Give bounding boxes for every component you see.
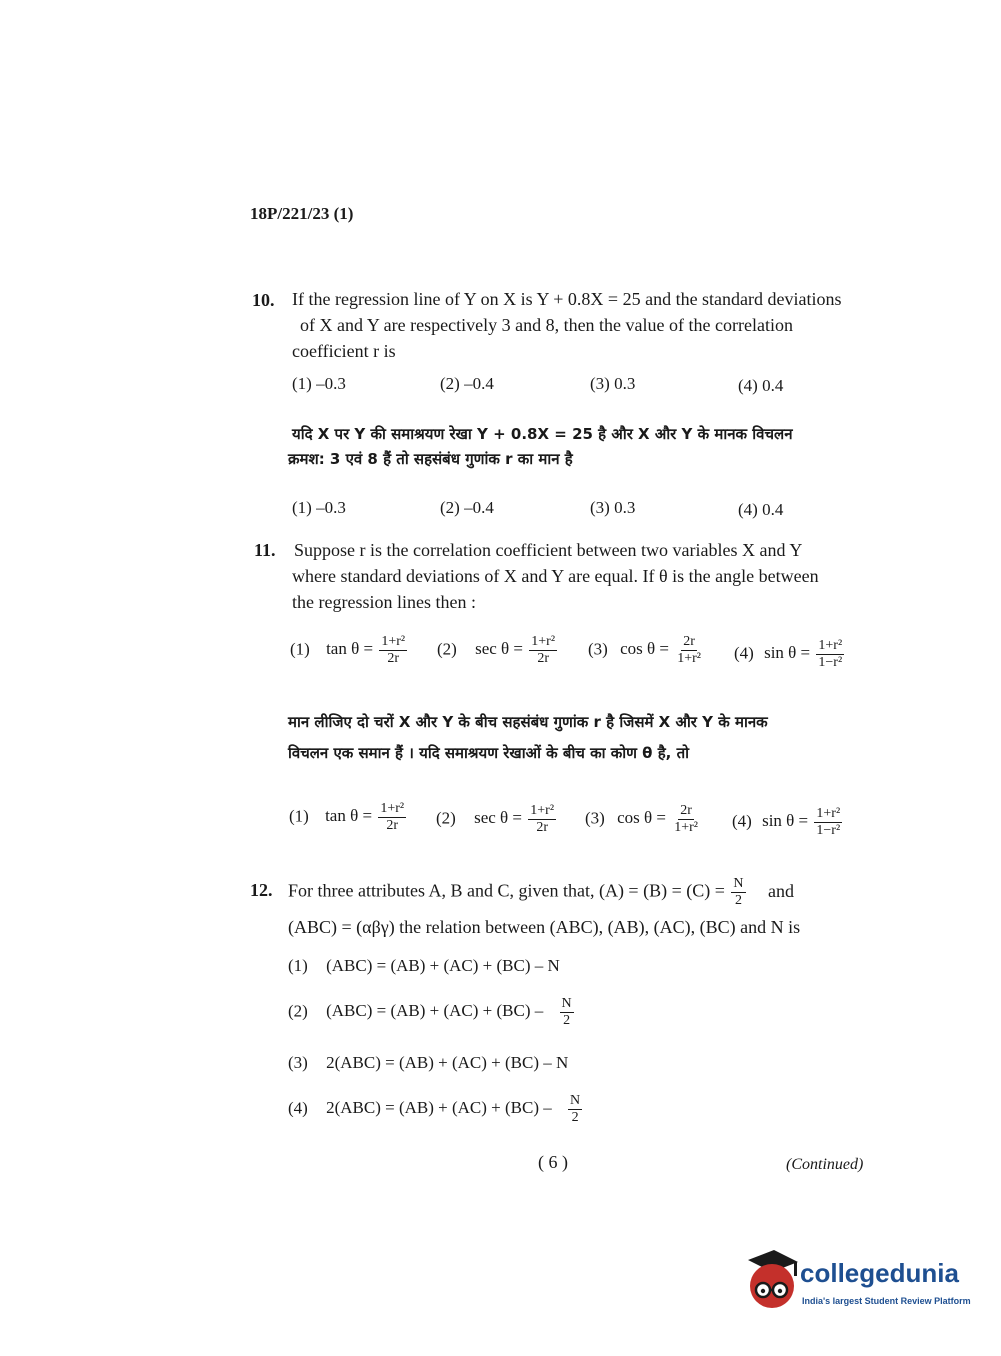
q11-text-line2: where standard deviations of X and Y are equal. If θ is the angle between: [292, 566, 819, 586]
q11-option-3-label: (3): [588, 639, 608, 659]
q12-option-2-text: (ABC) = (AB) + (AC) + (BC) –: [326, 1001, 544, 1021]
continued-label: (Continued): [786, 1156, 864, 1173]
q11-text-line3: the regression lines then :: [292, 592, 476, 612]
q11-text-line1: Suppose r is the correlation coefficient between two variables X and Y: [294, 540, 803, 560]
q11-hi-option-1-num: 1+r²: [380, 801, 405, 816]
q10-hi-option-3: (3) 0.3: [590, 498, 636, 517]
q11-hi-option-1: [289, 801, 408, 834]
q10-hindi-line1: यदि X पर Y की समाश्रयण रेखा Y + 0.8X = 25 है और X और Y के मानक विचलन: [292, 425, 793, 443]
q11-hindi-line2: विचलन एक समान हैं । यदि समाश्रयण रेखाओं के बीच का कोण θ है, तो: [288, 744, 690, 762]
q12-option-4-label: (4): [288, 1098, 308, 1118]
q12-option-2-label: (2): [288, 1001, 308, 1021]
q12-option-2: [288, 996, 576, 1029]
q12-line1-den: 2: [734, 893, 742, 908]
q10-option-2: (2) –0.4: [440, 374, 494, 393]
q11-option-3: [588, 634, 705, 667]
q11-option-2-label: (2): [437, 639, 457, 659]
q12-line1-end: and: [768, 880, 795, 901]
q12-option-2-den: 2: [563, 1013, 571, 1028]
q11-option-2-lhs: sec θ =: [475, 639, 524, 659]
mascot-icon: [742, 1250, 800, 1312]
q12-option-4-num: N: [570, 1093, 581, 1108]
q11-option-3-lhs: cos θ =: [620, 639, 669, 659]
q10-option-1: (1) –0.3: [292, 374, 346, 393]
q12-option-1: [288, 956, 560, 976]
q11-hi-option-1-lhs: tan θ =: [325, 806, 373, 826]
q11-option-1-num: 1+r²: [381, 634, 406, 649]
q11-option-3-num: 2r: [683, 634, 695, 649]
q10-text-line2: of X and Y are respectively 3 and 8, then the value of the correlation: [300, 315, 793, 335]
q11-option-1-lhs: tan θ =: [326, 639, 374, 659]
q11-hi-option-2-num: 1+r²: [530, 803, 555, 818]
q11-hi-option-4-num: 1+r²: [816, 806, 841, 821]
q11-option-2-num: 1+r²: [531, 634, 556, 649]
q11-hi-option-3: [585, 803, 702, 836]
q10-hi-option-4: (4) 0.4: [738, 500, 784, 519]
q11-hi-option-4-lhs: sin θ =: [762, 811, 809, 831]
q11-hi-option-3-label: (3): [585, 808, 605, 828]
q12-option-4-text: 2(ABC) = (AB) + (AC) + (BC) –: [326, 1098, 552, 1118]
q10-option-3: (3) 0.3: [590, 374, 636, 393]
q11-option-4-den: 1−r²: [818, 655, 843, 670]
q11-option-3-den: 1+r²: [677, 651, 701, 666]
q10-hindi-line2: क्रमश: 3 एवं 8 हैं तो सहसंबंध गुणांक r का मान है: [288, 450, 573, 468]
q11-hi-option-2-label: (2): [436, 808, 456, 828]
q11-hi-option-4-den: 1−r²: [816, 823, 841, 838]
q11-hi-option-4-label: (4): [732, 811, 752, 831]
collegedunia-logo: [742, 1250, 971, 1317]
q11-hi-option-1-label: (1): [289, 806, 309, 826]
q11-option-4: [734, 638, 846, 671]
q12-option-4: [288, 1093, 584, 1126]
q12-line1-num: N: [733, 876, 744, 891]
q11-hi-option-4: [732, 806, 844, 839]
q11-hi-option-1-den: 2r: [386, 818, 399, 833]
q11-hi-option-2-lhs: sec θ =: [474, 808, 523, 828]
q12-option-4-den: 2: [571, 1110, 579, 1125]
q10-hi-option-1: (1) –0.3: [292, 498, 346, 517]
logo-name: collegedunia: [800, 1258, 959, 1288]
q11-option-1: [290, 634, 409, 667]
q10-hi-option-2: (2) –0.4: [440, 498, 494, 517]
q10-option-4: (4) 0.4: [738, 376, 784, 395]
logo-tagline: India's largest Student Review Platform: [802, 1296, 971, 1306]
q11-option-2-den: 2r: [537, 651, 549, 666]
q11-hi-option-3-lhs: cos θ =: [617, 808, 666, 828]
q12-line1-text: For three attributes A, B and C, given that, (A) = (B) = (C) =: [288, 880, 725, 901]
q11-hi-option-2: [436, 803, 558, 836]
q12-text-line2: (ABC) = (αβγ) the relation between (ABC), (AB), (AC), (BC) and N is: [288, 917, 801, 937]
q12-text-line1: [288, 876, 794, 909]
q11-option-2: [437, 634, 559, 667]
q12-option-3-label: (3): [288, 1053, 308, 1072]
q11-hi-option-3-den: 1+r²: [674, 820, 698, 835]
q11-option-4-num: 1+r²: [818, 638, 843, 653]
page-number: ( 6 ): [538, 1152, 568, 1172]
q10-number: 10.: [252, 290, 275, 310]
q12-option-3-text: 2(ABC) = (AB) + (AC) + (BC) – N: [326, 1053, 569, 1072]
q10-text-line1: If the regression line of Y on X is Y + 0.8X = 25 and the standard deviations: [292, 289, 842, 309]
q12-option-3: [288, 1053, 568, 1073]
paper-code: 18P/221/23 (1): [250, 204, 354, 223]
q12-option-1-label: (1): [288, 956, 308, 975]
q11-number: 11.: [254, 540, 276, 560]
q11-hi-option-2-den: 2r: [536, 820, 548, 835]
q11-hi-option-3-num: 2r: [680, 803, 692, 818]
q10-text-line3: coefficient r is: [292, 341, 396, 361]
q11-option-4-label: (4): [734, 643, 754, 663]
q12-option-2-num: N: [561, 996, 572, 1011]
q11-option-1-den: 2r: [387, 651, 400, 666]
q12-number: 12.: [250, 880, 273, 900]
q11-option-4-lhs: sin θ =: [764, 643, 811, 663]
q11-hindi-line1: मान लीजिए दो चरों X और Y के बीच सहसंबंध गुणांक r है जिसमें X और Y के मानक: [288, 713, 768, 731]
q11-option-1-label: (1): [290, 639, 310, 659]
q12-option-1-text: (ABC) = (AB) + (AC) + (BC) – N: [326, 956, 560, 975]
